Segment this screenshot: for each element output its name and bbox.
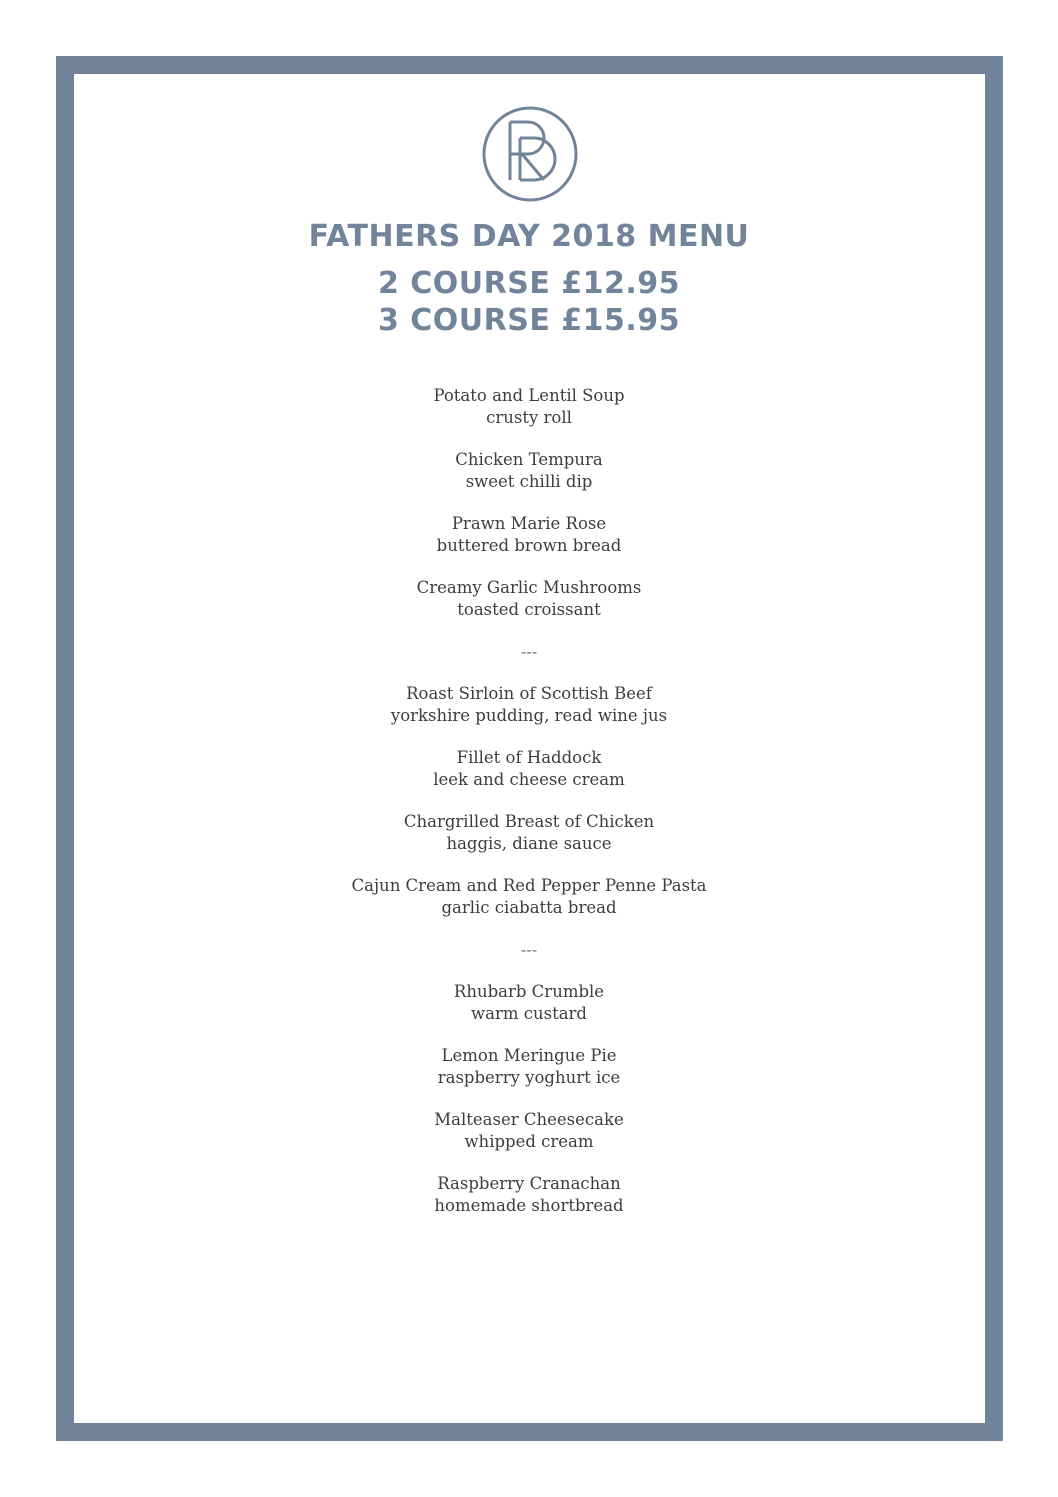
item-name: Malteaser Cheesecake bbox=[434, 1110, 624, 1129]
menu-item bbox=[0, 683, 1058, 727]
item-name: Prawn Marie Rose bbox=[451, 514, 607, 533]
item-description: buttered brown bread bbox=[436, 536, 622, 555]
item-description: homemade shortbread bbox=[434, 1196, 624, 1215]
item-name: Chargrilled Breast of Chicken bbox=[403, 812, 655, 831]
item-description: warm custard bbox=[471, 1004, 587, 1023]
item-description: garlic ciabatta bread bbox=[441, 898, 617, 917]
item-description: raspberry yoghurt ice bbox=[437, 1068, 621, 1087]
item-description: haggis, diane sauce bbox=[446, 834, 612, 853]
price-3-course: 3 COURSE £15.95 bbox=[377, 303, 681, 338]
item-description: toasted croissant bbox=[457, 600, 601, 619]
menu-item bbox=[0, 577, 1058, 621]
item-description: yorkshire pudding, read wine jus bbox=[390, 706, 668, 725]
item-description: crusty roll bbox=[486, 408, 572, 427]
item-name: Potato and Lentil Soup bbox=[433, 386, 625, 405]
menu-item bbox=[0, 1045, 1058, 1089]
menu-item bbox=[0, 385, 1058, 429]
item-name: Roast Sirloin of Scottish Beef bbox=[406, 684, 652, 703]
item-description: whipped cream bbox=[464, 1132, 594, 1151]
menu-item bbox=[0, 1173, 1058, 1217]
course-separator: --- bbox=[520, 940, 538, 959]
item-name: Fillet of Haddock bbox=[456, 748, 602, 767]
item-name: Creamy Garlic Mushrooms bbox=[416, 578, 642, 597]
menu-item bbox=[0, 1109, 1058, 1153]
item-name: Raspberry Cranachan bbox=[437, 1174, 621, 1193]
course-separator: --- bbox=[520, 642, 538, 661]
rd-monogram-logo bbox=[480, 104, 580, 204]
item-description: sweet chilli dip bbox=[465, 472, 593, 491]
menu-item bbox=[0, 747, 1058, 791]
item-description: leek and cheese cream bbox=[433, 770, 625, 789]
menu-list bbox=[0, 385, 1058, 1217]
price-2-course: 2 COURSE £12.95 bbox=[377, 266, 681, 301]
menu-item bbox=[0, 875, 1058, 919]
menu-title: FATHERS DAY 2018 MENU bbox=[308, 219, 750, 254]
menu-item bbox=[0, 513, 1058, 557]
menu-item bbox=[0, 811, 1058, 855]
item-name: Lemon Meringue Pie bbox=[441, 1046, 617, 1065]
item-name: Cajun Cream and Red Pepper Penne Pasta bbox=[351, 876, 707, 895]
item-name: Chicken Tempura bbox=[455, 450, 603, 469]
menu-item bbox=[0, 981, 1058, 1025]
item-name: Rhubarb Crumble bbox=[453, 982, 605, 1001]
menu-item bbox=[0, 449, 1058, 493]
